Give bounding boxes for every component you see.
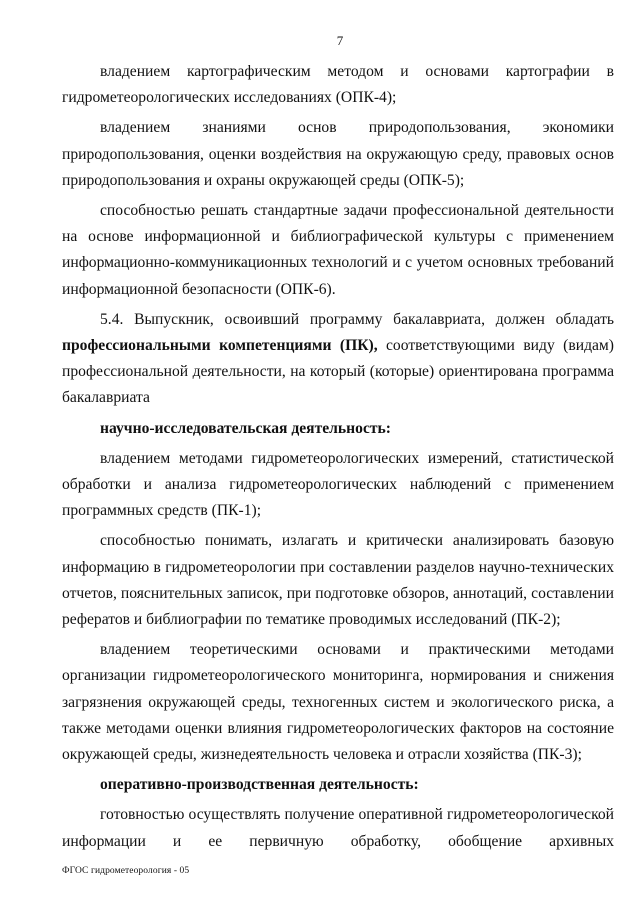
- paragraph-pk1: владением методами гидрометеорологических измерений, статистической обработки и анализа гидрометеорологических наблюдений с применением программных средств (ПК-1);: [62, 449, 614, 520]
- paragraph-5-4: [62, 307, 614, 412]
- heading-operative-activity: оперативно-производственная деятельность:: [100, 776, 419, 794]
- paragraph-opk5: владением знаниями основ природопользования, экономики природопользования, оценки воздействия на окружающую среду, правовых основ природопользования и охраны окружающей среды (ОПК-5);: [62, 119, 614, 189]
- paragraph-opk4: владением картографическим методом и основами картографии в гидрометеорологических исследованиях (ОПК-4);: [62, 63, 614, 107]
- paragraph-pk2: способностью понимать, излагать и критически анализировать базовую информацию в гидрометеорологии при составлении разделов научно-технических отчетов, пояснительных записок, при подготовке обзоров, аннотаций, составлении рефератов и библиографии по тематике проводимых исследований (ПК-2);: [62, 532, 614, 629]
- paragraph-pk3: владением теоретическими основами и практическими методами организации гидрометеорологического мониторинга, нормирования и снижения загрязнения окружающей среды, техногенных систем и экологического риска, а также методами оценки влияния гидрометеорологических факторов на состояние окружающей среды, жизнедеятельность человека и отрасли хозяйства (ПК-3);: [62, 641, 614, 764]
- paragraph-opk6: способностью решать стандартные задачи профессиональной деятельности на основе информационной и библиографической культуры с применением информационно-коммуникационных технологий и с учетом основных требований информационной безопасности (ОПК-6).: [62, 202, 614, 298]
- page-footer: ФГОС гидрометеорология - 05: [62, 866, 190, 876]
- paragraph-5-4-start: 5.4. Выпускник, освоивший программу бакалавриата, должен обладать: [100, 310, 614, 328]
- document-body: [62, 59, 614, 855]
- page-number: 7: [336, 33, 344, 48]
- paragraph-last: готовностью осуществлять получение оперативной гидрометеорологической информации и ее первичную обработку, обобщение архивных: [62, 806, 614, 850]
- paragraph-5-4-end: соответствующими виду (видам) профессиональной деятельности, на который (которые) ориентирована программа бакалавриата: [62, 337, 614, 407]
- heading-research-activity: научно-исследовательская деятельность:: [100, 419, 391, 437]
- paragraph-5-4-bold: профессиональными компетенциями (ПК),: [62, 337, 378, 355]
